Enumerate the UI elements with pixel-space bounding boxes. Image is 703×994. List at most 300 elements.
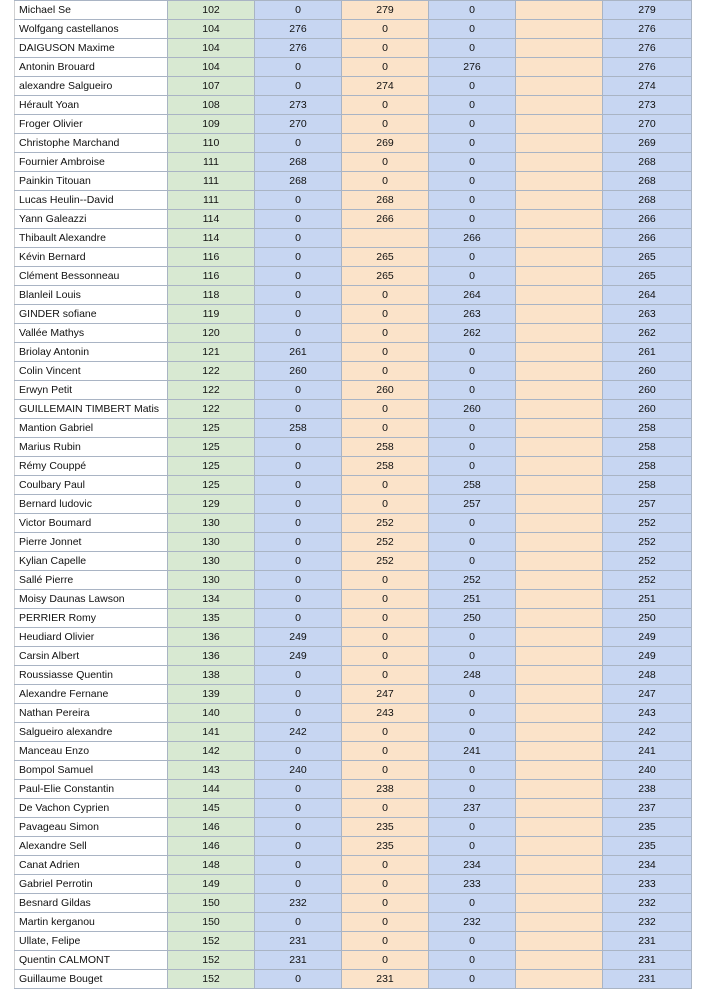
score-cell-1: 240	[255, 761, 342, 780]
score-cell-3: 0	[429, 932, 516, 951]
score-cell-2: 235	[342, 837, 429, 856]
score-cell-3: 0	[429, 210, 516, 229]
score-cell-4	[516, 761, 603, 780]
score-cell-3: 237	[429, 799, 516, 818]
rank-cell: 104	[168, 58, 255, 77]
score-cell-2: 0	[342, 761, 429, 780]
rank-cell: 107	[168, 77, 255, 96]
score-cell-3: 0	[429, 780, 516, 799]
score-cell-1: 0	[255, 267, 342, 286]
rank-cell: 125	[168, 438, 255, 457]
rank-cell: 129	[168, 495, 255, 514]
total-cell: 238	[603, 780, 692, 799]
score-cell-4	[516, 856, 603, 875]
score-cell-3: 0	[429, 704, 516, 723]
score-cell-1: 0	[255, 552, 342, 571]
score-cell-4	[516, 343, 603, 362]
score-cell-1: 0	[255, 191, 342, 210]
score-cell-3: 0	[429, 134, 516, 153]
score-cell-3: 260	[429, 400, 516, 419]
rank-cell: 139	[168, 685, 255, 704]
total-cell: 257	[603, 495, 692, 514]
table-row	[15, 381, 692, 400]
score-cell-1: 0	[255, 324, 342, 343]
score-cell-2: 0	[342, 894, 429, 913]
table-row	[15, 514, 692, 533]
score-cell-2: 0	[342, 286, 429, 305]
table-row	[15, 267, 692, 286]
player-name-cell: Rémy Couppé	[15, 457, 168, 476]
score-cell-3: 0	[429, 970, 516, 989]
score-cell-2: 231	[342, 970, 429, 989]
score-cell-4	[516, 552, 603, 571]
total-cell: 266	[603, 229, 692, 248]
score-cell-1: 0	[255, 856, 342, 875]
score-cell-1: 0	[255, 837, 342, 856]
score-cell-1: 0	[255, 134, 342, 153]
score-cell-4	[516, 590, 603, 609]
table-row	[15, 58, 692, 77]
rank-cell: 114	[168, 229, 255, 248]
rank-cell: 111	[168, 153, 255, 172]
score-cell-3: 264	[429, 286, 516, 305]
score-cell-3: 0	[429, 172, 516, 191]
player-name-cell: Pierre Jonnet	[15, 533, 168, 552]
rank-cell: 120	[168, 324, 255, 343]
player-name-cell: Roussiasse Quentin	[15, 666, 168, 685]
player-name-cell: Kévin Bernard	[15, 248, 168, 267]
total-cell: 252	[603, 552, 692, 571]
player-name-cell: Carsin Albert	[15, 647, 168, 666]
score-cell-2: 252	[342, 514, 429, 533]
score-cell-4	[516, 172, 603, 191]
score-cell-4	[516, 837, 603, 856]
score-cell-1: 0	[255, 400, 342, 419]
player-name-cell: Coulbary Paul	[15, 476, 168, 495]
score-cell-2: 269	[342, 134, 429, 153]
score-cell-4	[516, 20, 603, 39]
score-cell-3: 0	[429, 894, 516, 913]
total-cell: 247	[603, 685, 692, 704]
rank-cell: 111	[168, 172, 255, 191]
total-cell: 258	[603, 438, 692, 457]
score-cell-1: 0	[255, 457, 342, 476]
score-cell-4	[516, 799, 603, 818]
score-cell-1: 0	[255, 799, 342, 818]
rank-cell: 136	[168, 647, 255, 666]
rank-cell: 121	[168, 343, 255, 362]
score-cell-3: 0	[429, 20, 516, 39]
score-cell-3: 0	[429, 1, 516, 20]
score-cell-1: 0	[255, 818, 342, 837]
rank-cell: 150	[168, 894, 255, 913]
total-cell: 252	[603, 514, 692, 533]
table-row	[15, 210, 692, 229]
total-cell: 233	[603, 875, 692, 894]
total-cell: 231	[603, 932, 692, 951]
score-cell-4	[516, 362, 603, 381]
score-cell-4	[516, 571, 603, 590]
total-cell: 269	[603, 134, 692, 153]
score-cell-1: 0	[255, 704, 342, 723]
score-cell-1: 232	[255, 894, 342, 913]
score-cell-1: 0	[255, 58, 342, 77]
table-row	[15, 229, 692, 248]
player-name-cell: Victor Boumard	[15, 514, 168, 533]
score-cell-4	[516, 153, 603, 172]
total-cell: 265	[603, 248, 692, 267]
rank-cell: 104	[168, 39, 255, 58]
table-row	[15, 685, 692, 704]
rank-cell: 144	[168, 780, 255, 799]
score-cell-4	[516, 723, 603, 742]
score-cell-1: 276	[255, 20, 342, 39]
score-cell-1: 268	[255, 172, 342, 191]
score-cell-2	[342, 229, 429, 248]
score-cell-2: 238	[342, 780, 429, 799]
score-cell-4	[516, 229, 603, 248]
score-cell-1: 0	[255, 875, 342, 894]
total-cell: 262	[603, 324, 692, 343]
table-row	[15, 647, 692, 666]
score-cell-4	[516, 704, 603, 723]
score-cell-2: 0	[342, 571, 429, 590]
table-row	[15, 419, 692, 438]
total-cell: 243	[603, 704, 692, 723]
score-cell-1: 0	[255, 210, 342, 229]
total-cell: 274	[603, 77, 692, 96]
table-row	[15, 438, 692, 457]
table-row	[15, 476, 692, 495]
score-cell-3: 0	[429, 153, 516, 172]
score-cell-3: 0	[429, 191, 516, 210]
score-cell-3: 0	[429, 248, 516, 267]
total-cell: 266	[603, 210, 692, 229]
total-cell: 249	[603, 647, 692, 666]
table-row	[15, 172, 692, 191]
score-cell-4	[516, 438, 603, 457]
rank-cell: 152	[168, 951, 255, 970]
player-name-cell: Antonin Brouard	[15, 58, 168, 77]
table-row	[15, 343, 692, 362]
rank-cell: 130	[168, 533, 255, 552]
score-cell-2: 0	[342, 115, 429, 134]
rank-cell: 125	[168, 457, 255, 476]
player-name-cell: Alexandre Fernane	[15, 685, 168, 704]
score-cell-3: 0	[429, 514, 516, 533]
player-name-cell: Heudiard Olivier	[15, 628, 168, 647]
table-row	[15, 913, 692, 932]
rank-cell: 136	[168, 628, 255, 647]
rank-cell: 138	[168, 666, 255, 685]
score-cell-2: 0	[342, 96, 429, 115]
score-cell-2: 0	[342, 742, 429, 761]
score-cell-1: 270	[255, 115, 342, 134]
table-row	[15, 723, 692, 742]
total-cell: 251	[603, 590, 692, 609]
score-cell-4	[516, 134, 603, 153]
score-cell-1: 0	[255, 248, 342, 267]
table-row	[15, 894, 692, 913]
table-row	[15, 134, 692, 153]
score-cell-1: 0	[255, 609, 342, 628]
total-cell: 260	[603, 381, 692, 400]
score-cell-2: 0	[342, 913, 429, 932]
rank-cell: 149	[168, 875, 255, 894]
score-cell-2: 0	[342, 172, 429, 191]
rank-cell: 152	[168, 932, 255, 951]
score-cell-4	[516, 932, 603, 951]
score-cell-2: 0	[342, 609, 429, 628]
score-cell-2: 258	[342, 457, 429, 476]
player-name-cell: Bernard ludovic	[15, 495, 168, 514]
rank-cell: 148	[168, 856, 255, 875]
score-cell-3: 0	[429, 533, 516, 552]
rank-cell: 109	[168, 115, 255, 134]
table-row	[15, 495, 692, 514]
score-cell-2: 0	[342, 476, 429, 495]
table-row	[15, 96, 692, 115]
score-cell-4	[516, 609, 603, 628]
score-cell-2: 0	[342, 856, 429, 875]
score-cell-1: 0	[255, 666, 342, 685]
score-cell-4	[516, 210, 603, 229]
score-cell-2: 0	[342, 799, 429, 818]
score-cell-1: 249	[255, 628, 342, 647]
rank-cell: 135	[168, 609, 255, 628]
score-cell-1: 0	[255, 742, 342, 761]
score-cell-4	[516, 647, 603, 666]
score-cell-4	[516, 476, 603, 495]
player-name-cell: Thibault Alexandre	[15, 229, 168, 248]
score-cell-4	[516, 742, 603, 761]
score-cell-2: 0	[342, 951, 429, 970]
table-row	[15, 324, 692, 343]
player-name-cell: Kylian Capelle	[15, 552, 168, 571]
score-cell-2: 0	[342, 305, 429, 324]
rank-cell: 140	[168, 704, 255, 723]
rank-cell: 114	[168, 210, 255, 229]
rank-cell: 150	[168, 913, 255, 932]
score-cell-2: 279	[342, 1, 429, 20]
score-cell-4	[516, 115, 603, 134]
player-name-cell: Froger Olivier	[15, 115, 168, 134]
table-row	[15, 153, 692, 172]
table-row	[15, 115, 692, 134]
table-row	[15, 970, 692, 989]
total-cell: 276	[603, 20, 692, 39]
score-cell-1: 0	[255, 590, 342, 609]
score-cell-4	[516, 495, 603, 514]
table-row	[15, 362, 692, 381]
table-row	[15, 248, 692, 267]
table-row	[15, 533, 692, 552]
score-cell-2: 247	[342, 685, 429, 704]
score-cell-2: 258	[342, 438, 429, 457]
total-cell: 249	[603, 628, 692, 647]
score-cell-1: 0	[255, 229, 342, 248]
score-cell-3: 0	[429, 457, 516, 476]
score-cell-3: 262	[429, 324, 516, 343]
score-cell-3: 276	[429, 58, 516, 77]
score-cell-4	[516, 628, 603, 647]
player-name-cell: Mantion Gabriel	[15, 419, 168, 438]
player-name-cell: Canat Adrien	[15, 856, 168, 875]
score-cell-2: 0	[342, 153, 429, 172]
total-cell: 276	[603, 58, 692, 77]
table-row	[15, 780, 692, 799]
score-cell-2: 0	[342, 495, 429, 514]
total-cell: 268	[603, 153, 692, 172]
player-name-cell: Painkin Titouan	[15, 172, 168, 191]
player-name-cell: Alexandre Sell	[15, 837, 168, 856]
score-cell-3: 0	[429, 761, 516, 780]
score-cell-3: 263	[429, 305, 516, 324]
score-cell-2: 0	[342, 39, 429, 58]
score-cell-1: 242	[255, 723, 342, 742]
rank-cell: 152	[168, 970, 255, 989]
table-row	[15, 704, 692, 723]
score-cell-2: 265	[342, 248, 429, 267]
table-row	[15, 761, 692, 780]
rank-cell: 130	[168, 552, 255, 571]
total-cell: 242	[603, 723, 692, 742]
total-cell: 252	[603, 571, 692, 590]
total-cell: 248	[603, 666, 692, 685]
score-cell-3: 252	[429, 571, 516, 590]
table-row	[15, 875, 692, 894]
score-cell-4	[516, 191, 603, 210]
score-cell-1: 276	[255, 39, 342, 58]
table-row	[15, 552, 692, 571]
score-cell-4	[516, 419, 603, 438]
rank-cell: 146	[168, 837, 255, 856]
rank-cell: 130	[168, 514, 255, 533]
total-cell: 250	[603, 609, 692, 628]
score-cell-2: 252	[342, 533, 429, 552]
score-cell-3: 0	[429, 343, 516, 362]
table-row	[15, 1, 692, 20]
score-cell-2: 0	[342, 628, 429, 647]
player-name-cell: Guillaume Bouget	[15, 970, 168, 989]
table-row	[15, 457, 692, 476]
score-cell-3: 0	[429, 723, 516, 742]
player-name-cell: Wolfgang castellanos	[15, 20, 168, 39]
score-cell-3: 0	[429, 628, 516, 647]
total-cell: 241	[603, 742, 692, 761]
score-cell-3: 0	[429, 818, 516, 837]
rank-cell: 104	[168, 20, 255, 39]
score-cell-2: 0	[342, 20, 429, 39]
player-name-cell: GINDER sofiane	[15, 305, 168, 324]
rank-cell: 125	[168, 419, 255, 438]
table-row	[15, 305, 692, 324]
score-cell-3: 232	[429, 913, 516, 932]
player-name-cell: Yann Galeazzi	[15, 210, 168, 229]
ranking-table	[14, 0, 692, 989]
score-cell-4	[516, 666, 603, 685]
rank-cell: 122	[168, 381, 255, 400]
score-cell-3: 0	[429, 951, 516, 970]
score-cell-2: 0	[342, 723, 429, 742]
rank-cell: 146	[168, 818, 255, 837]
score-cell-2: 0	[342, 666, 429, 685]
score-cell-4	[516, 951, 603, 970]
total-cell: 273	[603, 96, 692, 115]
score-cell-3: 0	[429, 685, 516, 704]
rank-cell: 102	[168, 1, 255, 20]
table-row	[15, 20, 692, 39]
total-cell: 232	[603, 894, 692, 913]
score-cell-4	[516, 58, 603, 77]
player-name-cell: GUILLEMAIN TIMBERT Matis	[15, 400, 168, 419]
player-name-cell: Clément Bessonneau	[15, 267, 168, 286]
score-cell-2: 252	[342, 552, 429, 571]
score-cell-1: 231	[255, 951, 342, 970]
score-cell-1: 0	[255, 1, 342, 20]
rank-cell: 110	[168, 134, 255, 153]
player-name-cell: Besnard Gildas	[15, 894, 168, 913]
total-cell: 231	[603, 970, 692, 989]
player-name-cell: Quentin CALMONT	[15, 951, 168, 970]
score-cell-3: 251	[429, 590, 516, 609]
table-row	[15, 286, 692, 305]
table-row	[15, 951, 692, 970]
score-cell-2: 0	[342, 419, 429, 438]
score-cell-3: 0	[429, 552, 516, 571]
score-cell-2: 0	[342, 590, 429, 609]
score-cell-1: 0	[255, 533, 342, 552]
table-row	[15, 191, 692, 210]
score-cell-4	[516, 970, 603, 989]
player-name-cell: Lucas Heulin--David	[15, 191, 168, 210]
total-cell: 237	[603, 799, 692, 818]
table-row	[15, 856, 692, 875]
score-cell-3: 0	[429, 419, 516, 438]
score-cell-2: 0	[342, 343, 429, 362]
table-row	[15, 666, 692, 685]
score-cell-1: 261	[255, 343, 342, 362]
score-cell-4	[516, 248, 603, 267]
rank-cell: 141	[168, 723, 255, 742]
rank-cell: 122	[168, 362, 255, 381]
total-cell: 279	[603, 1, 692, 20]
ranking-table-body	[15, 1, 692, 989]
player-name-cell: Vallée Mathys	[15, 324, 168, 343]
total-cell: 235	[603, 837, 692, 856]
score-cell-1: 0	[255, 286, 342, 305]
total-cell: 235	[603, 818, 692, 837]
total-cell: 268	[603, 191, 692, 210]
score-cell-1: 0	[255, 438, 342, 457]
player-name-cell: alexandre Salgueiro	[15, 77, 168, 96]
score-cell-4	[516, 894, 603, 913]
rank-cell: 130	[168, 571, 255, 590]
rank-cell: 116	[168, 248, 255, 267]
score-cell-1: 0	[255, 495, 342, 514]
score-cell-3: 0	[429, 39, 516, 58]
player-name-cell: DAIGUSON Maxime	[15, 39, 168, 58]
score-cell-2: 0	[342, 362, 429, 381]
table-row	[15, 400, 692, 419]
rank-cell: 142	[168, 742, 255, 761]
player-name-cell: Blanleil Louis	[15, 286, 168, 305]
total-cell: 232	[603, 913, 692, 932]
player-name-cell: Nathan Pereira	[15, 704, 168, 723]
total-cell: 270	[603, 115, 692, 134]
score-cell-1: 0	[255, 77, 342, 96]
player-name-cell: Paul-Elie Constantin	[15, 780, 168, 799]
